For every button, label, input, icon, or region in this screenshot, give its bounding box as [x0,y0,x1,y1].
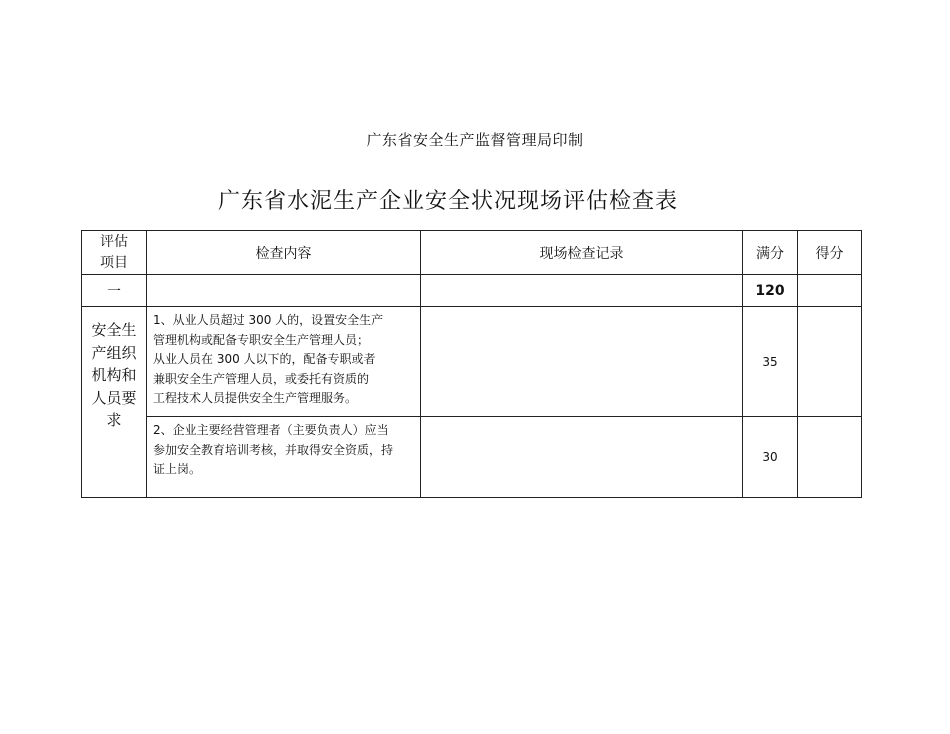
full-score: 30 [743,417,798,498]
check-content: 2、企业主要经营管理者（主要负责人）应当 参加安全教育培训考核，并取得安全资质，持 证上岗。 [147,417,421,498]
score-cell[interactable] [798,307,862,417]
table-row [82,417,862,498]
section-number: 一 [82,275,147,307]
header-content: 检查内容 [147,231,421,275]
section-row [82,275,862,307]
section-record-cell[interactable] [421,275,743,307]
category-label: 安全生 产组织 机构和 人员要 求 [82,307,147,498]
document-title: 广东省水泥生产企业安全状况现场评估检查表 [217,189,678,214]
header-score: 得分 [798,231,862,275]
table-header-row [82,231,862,275]
check-content: 1、从业人员超过 300 人的，设置安全生产 管理机构或配备专职安全生产管理人员； 从业人员在 300 人以下的，配备专职或者 兼职安全生产管理人员，或委托有资质的 工程技术人员提供安全生产管理服务。 [147,307,421,417]
section-score-cell[interactable] [798,275,862,307]
score-cell[interactable] [798,417,862,498]
section-content-cell [147,275,421,307]
inspection-table [81,230,862,498]
inspection-record-cell[interactable] [421,417,743,498]
header-item: 评估 项目 [82,231,147,275]
publisher-line: 广东省安全生产监督管理局印制 [366,131,584,149]
header-full-score: 满分 [743,231,798,275]
header-record: 现场检查记录 [421,231,743,275]
full-score: 35 [743,307,798,417]
inspection-record-cell[interactable] [421,307,743,417]
section-total-score: 120 [743,275,798,307]
table-row [82,307,862,417]
